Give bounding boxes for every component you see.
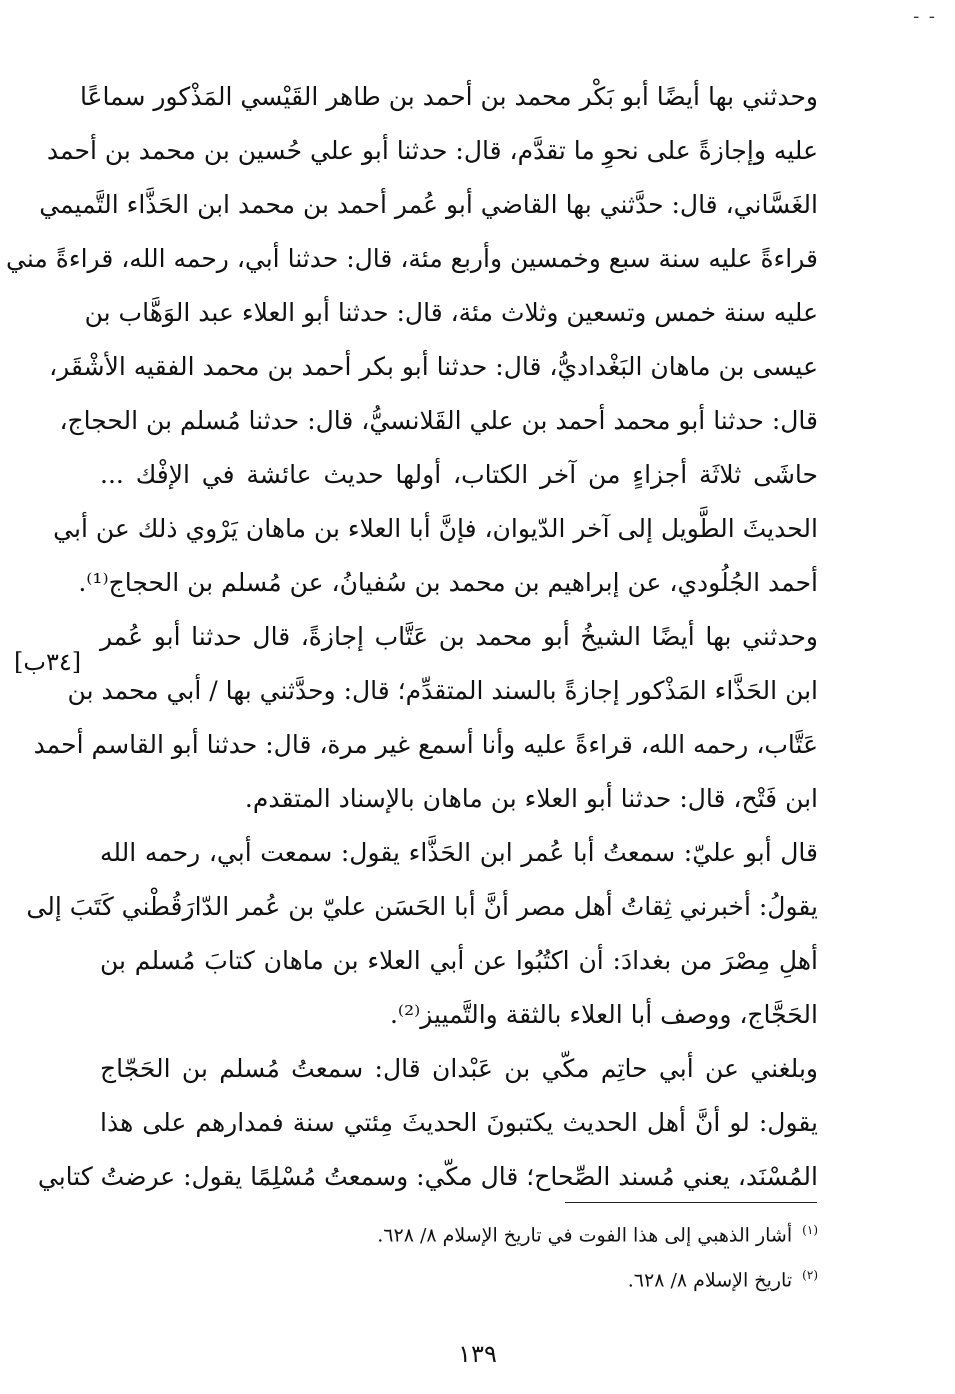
text-line-21: المُسْنَد، يعني مُسند الصِّحاح؛ قال مكّي: وسمعتُ مُسْلِمًا يقول: عرضتُ كتابي xyxy=(37,1162,818,1191)
text-line-17: أهلِ مِصْرَ من بغدادَ: أن اكتُبُوا عن أبي العلاء بن ماهان كتابَ مُسلم بن xyxy=(100,946,818,975)
footnote-2 xyxy=(300,1255,818,1300)
text-line-16: يقولُ: أخبرني ثِقاتُ أهل مصر أنَّ أبا الحَسَن عليّ بن عُمر الدّارَقُطْني كَتَبَ إلى xyxy=(26,892,818,921)
text-line-9: الحديثَ الطَّويل إلى آخر الدّيوان، فإنَّ أبا العلاء بن ماهان يَرْوي ذلك عن أبي xyxy=(53,514,818,543)
text-line-8: حاشَى ثلاثَة أجزاءٍ من آخر الكتاب، أولها حديث عائشة في الإفْك ... xyxy=(100,460,818,489)
footnote-separator xyxy=(565,1202,817,1203)
text-line-12: ابن الحَذَّاء المَذْكور إجازةً بالسند المتقدِّم؛ قال: وحدَّثني بها / أبي محمد بن xyxy=(67,676,818,705)
text-line-7: قال: حدثنا أبو محمد أحمد بن علي القَلانسيُّ، قال: حدثنا مُسلم بن الحجاج، xyxy=(59,406,818,435)
text-line-13: عَتَّاب، رحمه الله، قراءةً عليه وأنا أسمع غير مرة، قال: حدثنا أبو القاسم أحمد xyxy=(33,730,818,759)
text-line-3: الغَسَّاني، قال: حدَّثني بها القاضي أبو عُمر أحمد بن محمد ابن الحَذَّاء التَّميمي xyxy=(39,190,818,219)
text-line-1: وحدثني بها أيضًا أبو بَكْر محمد بن أحمد بن طاهر القَيْسي المَذْكور سماعًا xyxy=(79,82,818,111)
footnote-text: أشار الذهبي إلى هذا الفوت في تاريخ الإسلام ٨/ ٦٢٨. xyxy=(377,1224,793,1247)
footnotes xyxy=(300,1210,818,1301)
text-line-19: وبلغني عن أبي حاتِم مكّي بن عَبْدان قال: سمعتُ مُسلم بن الحَجّاج xyxy=(100,1054,818,1083)
text-line-2: عليه وإجازةً على نحوِ ما تقدَّم، قال: حدثنا أبو علي حُسين بن محمد بن أحمد xyxy=(46,136,818,165)
footnote-text: تاريخ الإسلام ٨/ ٦٢٨. xyxy=(627,1269,793,1292)
text-line-11: وحدثني بها أيضًا الشيخُ أبو محمد بن عَتَّاب إجازةً، قال حدثنا أبو عُمر xyxy=(100,622,818,651)
footnote-1 xyxy=(300,1210,818,1255)
text-line-4: قراءةً عليه سنة سبع وخمسين وأربع مئة، قال: حدثنا أبي، رحمه الله، قراءةً مني xyxy=(6,244,818,273)
text-line-15: قال أبو عليّ: سمعتُ أبا عُمر ابن الحَذَّاء يقول: سمعت أبي، رحمه الله xyxy=(100,838,818,867)
corner-mark: - - xyxy=(913,6,937,27)
text-line-18: الحَجَّاج، ووصف أبا العلاء بالثقة والتَّمييز⁽²⁾. xyxy=(389,1000,818,1029)
text-line-10: أحمد الجُلُودي، عن إبراهيم بن محمد بن سُفيانُ، عن مُسلم بن الحجاج⁽¹⁾. xyxy=(78,568,818,597)
text-line-5: عليه سنة خمس وتسعين وثلاث مئة، قال: حدثنا أبو العلاء عبد الوَهَّاب بن xyxy=(84,298,818,327)
footnote-marker: (٢) xyxy=(802,1268,818,1283)
text-line-20: يقول: لو أنَّ أهل الحديث يكتبونَ الحديثَ مِئتي سنة فمدارهم على هذا xyxy=(100,1108,818,1137)
footnote-marker: (١) xyxy=(802,1223,818,1237)
folio-margin-note: [٣٤ب] xyxy=(14,648,82,676)
text-line-14: ابن فَتْح، قال: حدثنا أبو العلاء بن ماهان بالإسناد المتقدم. xyxy=(244,784,818,813)
text-line-6: عيسى بن ماهان البَغْداديُّ، قال: حدثنا أبو بكر أحمد بن محمد الفقيه الأشْقَر، xyxy=(49,352,818,381)
page-number: ١٣٩ xyxy=(458,1340,497,1368)
